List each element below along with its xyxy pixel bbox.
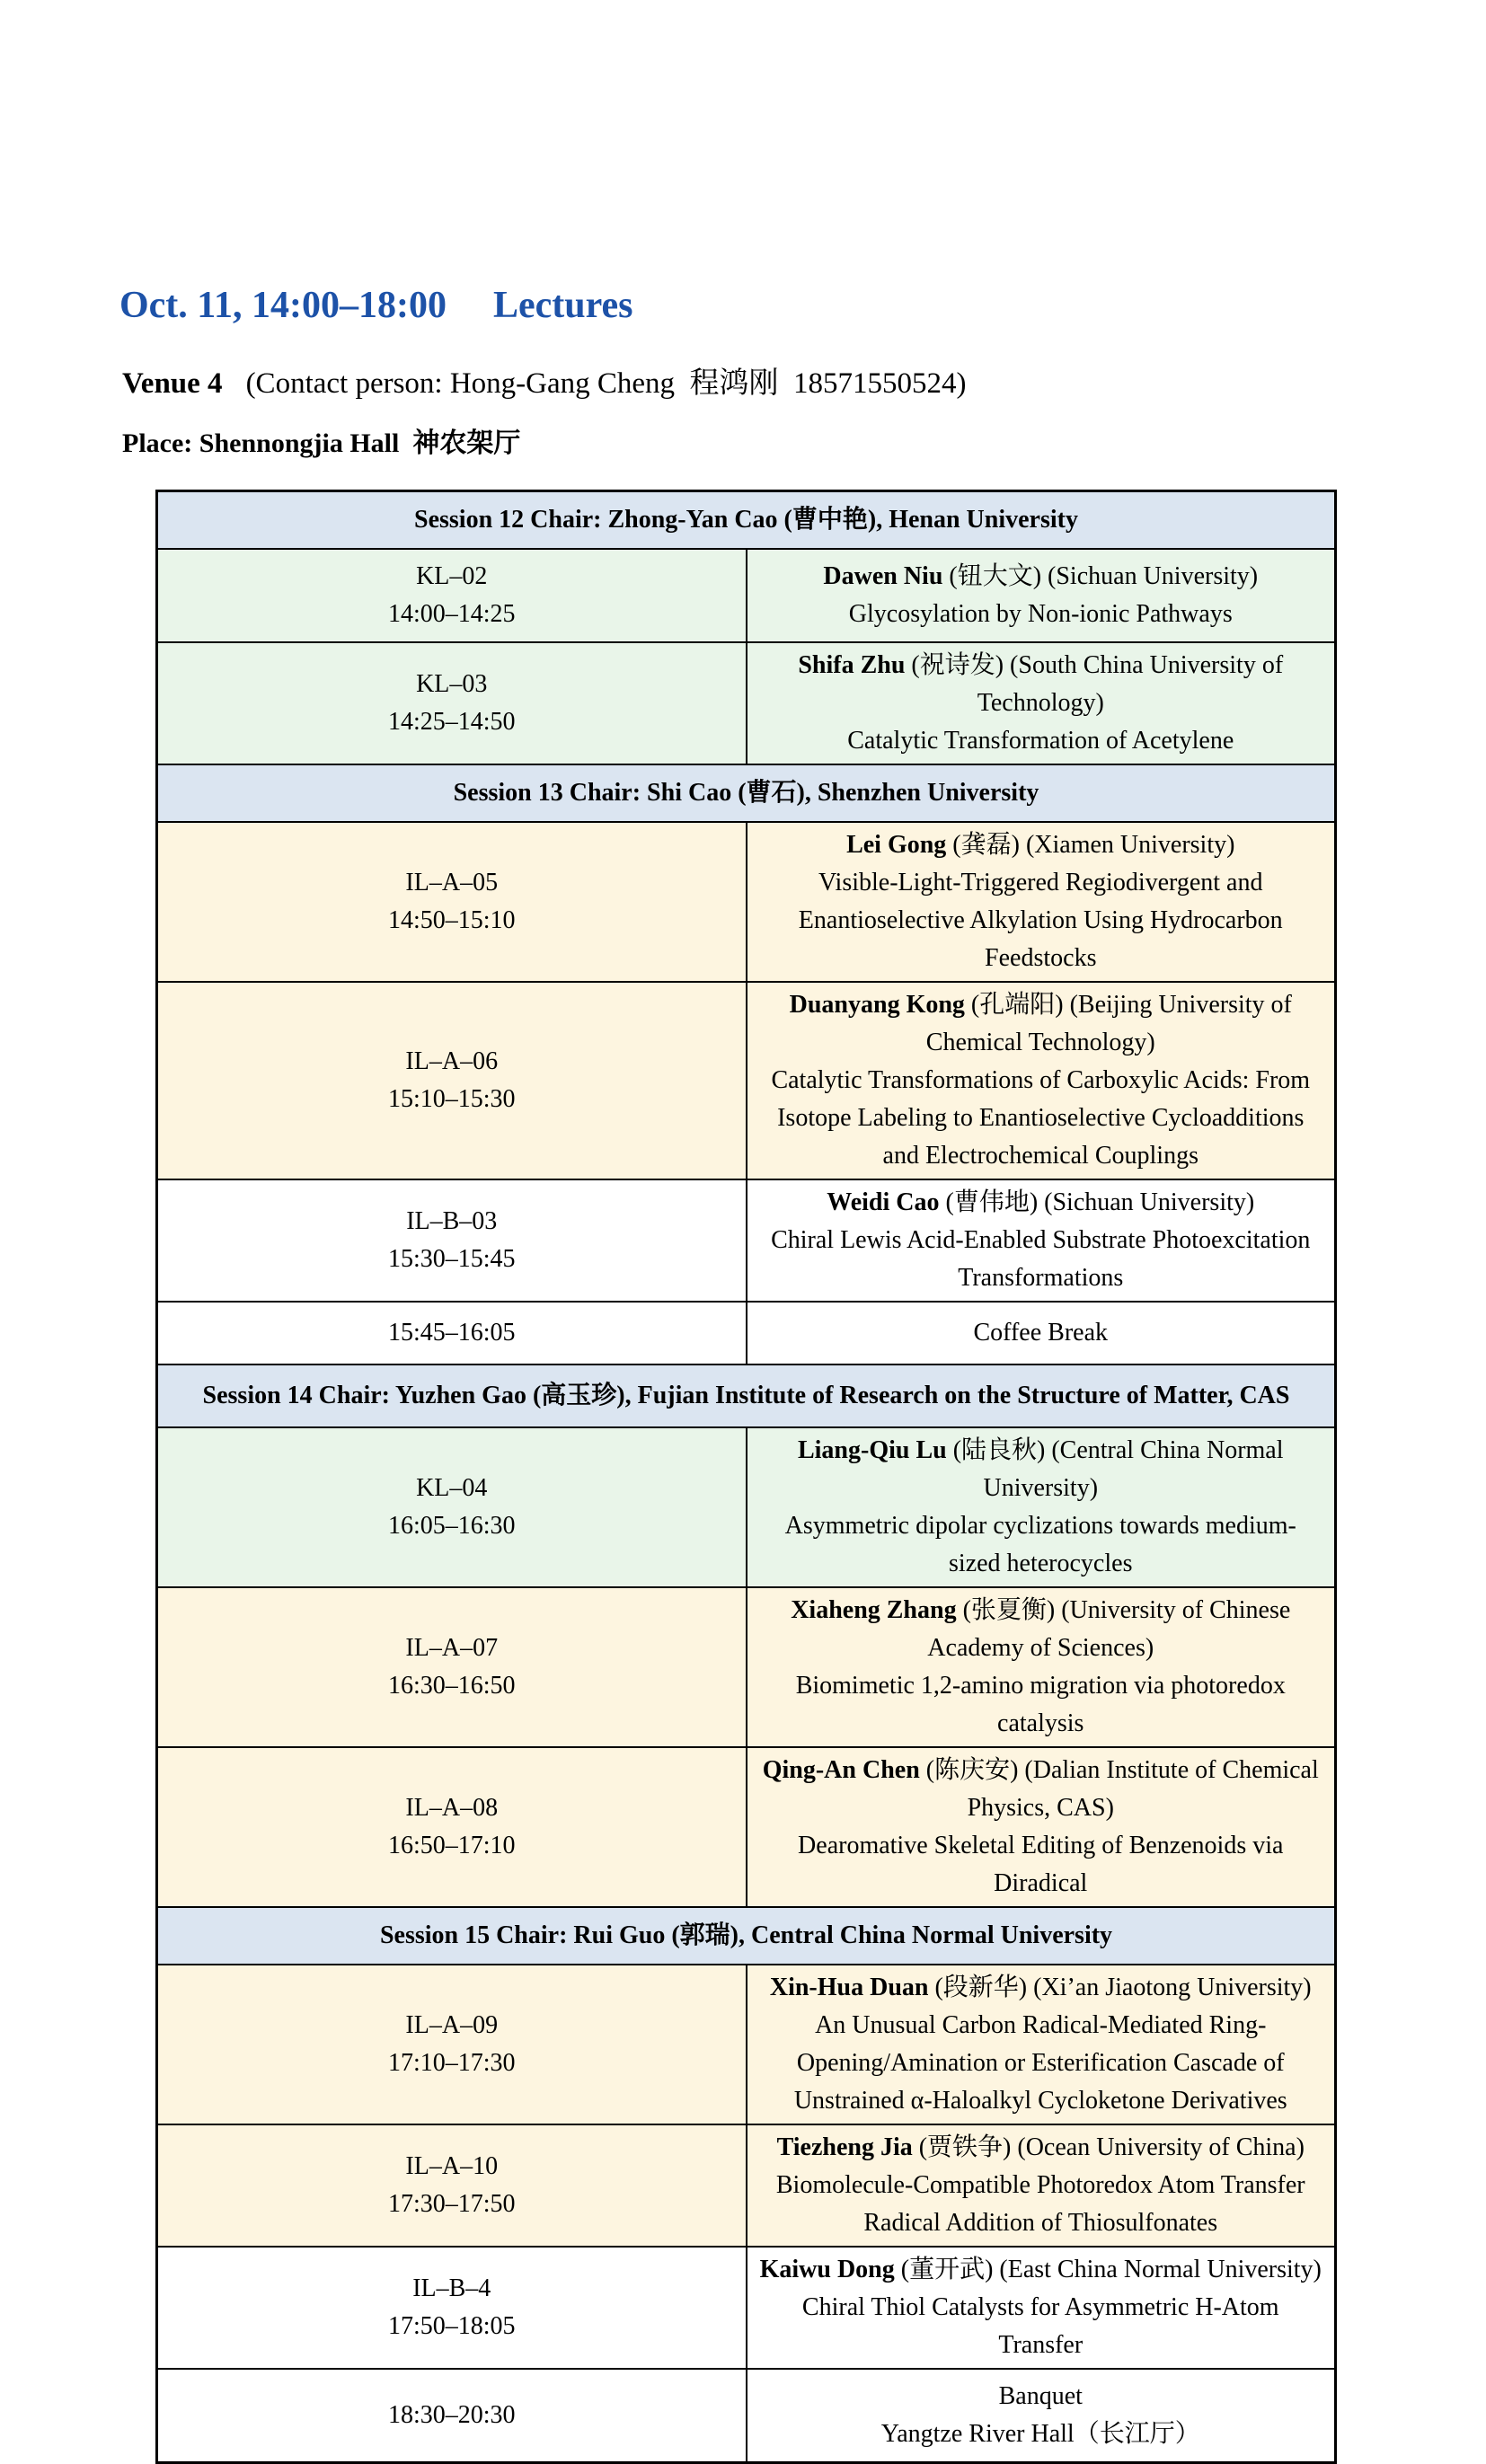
speaker-name: Xin-Hua Duan [769,1974,929,2001]
talk-code: IL–A–10 [405,2152,499,2180]
banquet-row [157,2369,1336,2463]
speaker-line [760,2251,1322,2289]
talk-time: 15:10–15:30 [387,1085,516,1113]
break-label: Coffee Break [973,1319,1109,1347]
speaker-affiliation: (陈庆安) (Dalian Institute of Chemical Physics, CAS) [919,1756,1319,1822]
lectures-label: Lectures [492,285,633,326]
talk-title: Asymmetric dipolar cyclizations towards medium-sized heterocycles [784,1512,1296,1577]
talk-code: IL–A–07 [405,1634,499,1662]
talk-title: Dearomative Skeletal Editing of Benzenoids via Diradical [798,1832,1284,1897]
talk-time: 14:50–15:10 [387,906,516,934]
talk-time: 14:25–14:50 [387,708,516,736]
session-13-header-row [157,764,1336,822]
session-12-header-row [157,491,1336,550]
speaker-affiliation: (祝诗发) (South China University of Technology) [905,651,1284,717]
talk-time: 17:10–17:30 [387,2049,516,2077]
session-14-header-row [157,1364,1336,1427]
talk-row-il-a-07 [157,1587,1336,1747]
speaker-affiliation: (陆良秋) (Central China Normal University) [946,1436,1284,1502]
talk-row-il-b-4 [157,2247,1336,2369]
talk-title: Chiral Thiol Catalysts for Asymmetric H-Atom Transfer [801,2293,1279,2359]
speaker-line [760,1752,1322,1827]
talk-time: 17:50–18:05 [387,2312,516,2340]
page-title [119,284,632,327]
talk-code: IL–A–06 [405,1047,499,1075]
session-title: Session 15 Chair: Rui Guo (郭瑞), Central China Normal University [157,1907,1336,1965]
date-range: Oct. 11, 14:00–18:00 [119,285,447,326]
talk-title: Visible-Light-Triggered Regiodivergent and Enantioselective Alkylation Using Hydrocarbon Feedstocks [798,869,1283,972]
coffee-break-row [157,1302,1336,1364]
talk-code: IL–A–05 [405,869,499,896]
talk-title: Catalytic Transformation of Acetylene [847,727,1234,755]
speaker-affiliation: (钮大文) (Sichuan University) [942,562,1259,590]
speaker-name: Tiezheng Jia [776,2133,913,2161]
contact-person: (Contact person: Hong-Gang Cheng 程鸿刚 18571550524) [245,367,967,400]
talk-time: 14:00–14:25 [387,600,516,628]
talk-code: KL–03 [416,670,488,698]
talk-row-il-a-08 [157,1747,1336,1907]
speaker-line [760,1184,1322,1222]
talk-code: KL–04 [416,1474,488,1502]
talk-time: 18:30–20:30 [387,2401,516,2429]
speaker-name: Weidi Cao [827,1188,940,1216]
speaker-name: Liang-Qiu Lu [797,1436,947,1464]
talk-row-il-b-03 [157,1179,1336,1302]
speaker-affiliation: (曹伟地) (Sichuan University) [939,1188,1255,1216]
talk-title: Biomolecule-Compatible Photoredox Atom Transfer Radical Addition of Thiosulfonates [775,2171,1305,2237]
talk-row-il-a-06 [157,982,1336,1179]
venue-line [122,359,967,402]
talk-code: IL–A–08 [405,1794,499,1822]
talk-time: 17:30–17:50 [387,2190,516,2218]
speaker-name: Duanyang Kong [789,991,965,1019]
speaker-name: Shifa Zhu [798,651,906,679]
talk-time: 16:30–16:50 [387,1672,516,1700]
talk-title: Biomimetic 1,2-amino migration via photoredox catalysis [795,1672,1286,1737]
speaker-name: Dawen Niu [823,562,943,590]
speaker-line [760,647,1322,722]
session-15-header-row [157,1907,1336,1965]
talk-time: 16:50–17:10 [387,1832,516,1859]
talk-code: KL–02 [416,562,488,590]
speaker-affiliation: (孔端阳) (Beijing University of Chemical Technology) [925,991,1292,1056]
talk-code: IL–B–4 [412,2274,491,2302]
talk-time: 15:45–16:05 [387,1319,516,1347]
speaker-name: Qing-An Chen [762,1756,920,1784]
talk-time: 16:05–16:30 [387,1512,516,1540]
banquet-hall: Yangtze River Hall（长江厅） [880,2420,1200,2448]
schedule-table [155,490,1337,2464]
speaker-affiliation: (董开武) (East China Normal University) [894,2256,1322,2283]
speaker-affiliation: (段新华) (Xi’an Jiaotong University) [928,1974,1312,2001]
speaker-line [760,558,1322,596]
talk-code: IL–B–03 [406,1207,498,1235]
talk-row-il-a-10 [157,2124,1336,2247]
talk-title: Catalytic Transformations of Carboxylic Acids: From Isotope Labeling to Enantioselective Cycloadditions and Electrochemical Couplings [771,1066,1311,1170]
talk-row-kl-02 [157,549,1336,642]
talk-time: 15:30–15:45 [387,1245,516,1273]
speaker-affiliation: (张夏衡) (University of Chinese Academy of Sciences) [927,1596,1291,1662]
session-title: Session 13 Chair: Shi Cao (曹石), Shenzhen University [157,764,1336,822]
place-line: Place: Shennongjia Hall 神农架厅 [122,428,521,458]
speaker-line [760,826,1322,864]
session-title: Session 12 Chair: Zhong-Yan Cao (曹中艳), Henan University [157,491,1336,550]
speaker-line [760,1592,1322,1667]
speaker-line [760,1969,1322,2007]
talk-code: IL–A–09 [405,2011,499,2039]
speaker-line [760,986,1322,1062]
speaker-affiliation: (龚磊) (Xiamen University) [946,831,1235,859]
speaker-line [760,2129,1322,2167]
talk-row-kl-04 [157,1427,1336,1587]
speaker-name: Xiaheng Zhang [791,1596,957,1624]
banquet-label: Banquet [998,2382,1083,2410]
talk-title: An Unusual Carbon Radical-Mediated Ring-Opening/Amination or Esterification Cascade of Unstrained α-Haloalkyl Cycloketone Derivatives [793,2011,1287,2115]
speaker-name: Lei Gong [846,831,947,859]
speaker-affiliation: (贾铁争) (Ocean University of China) [912,2133,1305,2161]
talk-row-il-a-09 [157,1965,1336,2124]
speaker-line [760,1432,1322,1507]
talk-row-kl-03 [157,642,1336,764]
venue-label: Venue 4 [122,367,223,400]
speaker-name: Kaiwu Dong [759,2256,895,2283]
talk-title: Chiral Lewis Acid-Enabled Substrate Photoexcitation Transformations [771,1226,1311,1292]
session-title: Session 14 Chair: Yuzhen Gao (高玉珍), Fujian Institute of Research on the Structure of Matter, CAS [157,1364,1336,1427]
talk-row-il-a-05 [157,822,1336,982]
talk-title: Glycosylation by Non-ionic Pathways [848,600,1233,628]
